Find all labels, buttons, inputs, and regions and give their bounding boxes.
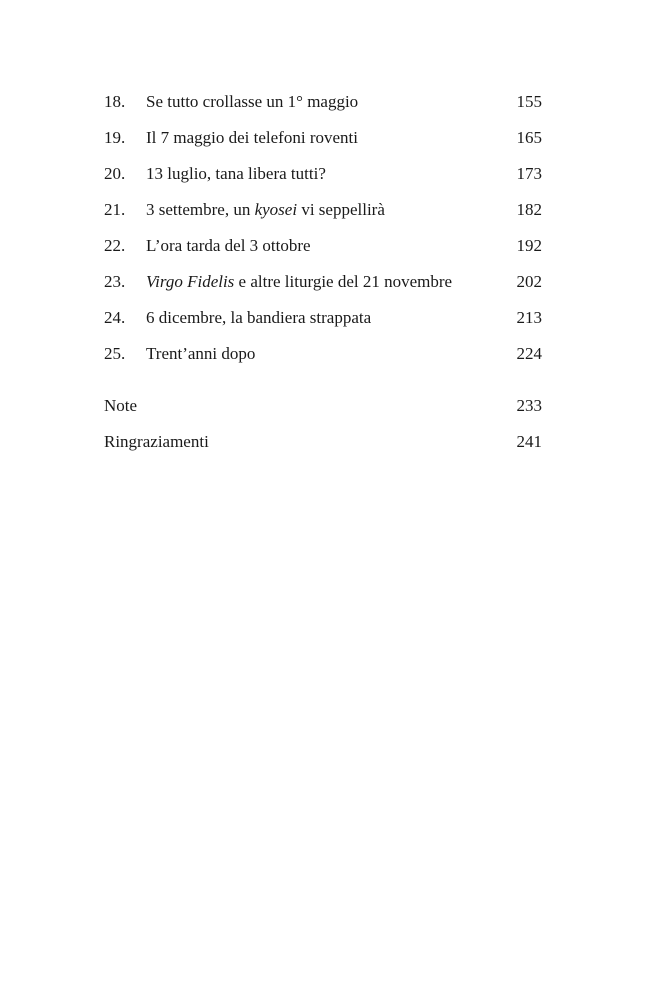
page-number: 202: [516, 272, 542, 291]
chapter-title: 6 dicembre, la bandiera strappata: [146, 308, 372, 327]
page-number: 224: [516, 344, 542, 363]
chapter-title: 3 settembre, un kyosei vi seppellirà: [146, 200, 385, 219]
toc-entry: [104, 342, 544, 378]
chapter-number: 19.: [104, 128, 126, 147]
chapter-number: 23.: [104, 272, 126, 291]
toc-entry-acknowledgements: [104, 430, 544, 466]
chapter-title: Trent’anni dopo: [146, 344, 256, 363]
toc-entry: [104, 306, 544, 342]
toc-entry-notes: [104, 394, 544, 430]
chapter-title: Se tutto crollasse un 1° maggio: [146, 92, 359, 111]
page-number: 213: [516, 308, 542, 327]
chapter-number: 25.: [104, 344, 126, 363]
chapter-number: 18.: [104, 92, 126, 111]
chapter-number: 21.: [104, 200, 126, 219]
toc-entry: [104, 198, 544, 234]
toc-entry: [104, 90, 544, 126]
back-matter-title: Note: [104, 396, 138, 415]
page-number: 182: [516, 200, 542, 219]
toc-entry: [104, 270, 544, 306]
page-number: 241: [516, 432, 542, 451]
chapter-number: 20.: [104, 164, 126, 183]
page-number: 155: [516, 92, 542, 111]
toc-entry: [104, 162, 544, 198]
toc-entry: [104, 126, 544, 162]
chapter-title: 13 luglio, tana libera tutti?: [146, 164, 326, 183]
toc-entry: [104, 234, 544, 270]
page-number: 173: [516, 164, 542, 183]
page-number: 233: [516, 396, 542, 415]
chapter-title: Virgo Fidelis e altre liturgie del 21 novembre: [146, 272, 453, 291]
chapter-title: Il 7 maggio dei telefoni roventi: [146, 128, 358, 147]
section-spacer: [104, 378, 544, 394]
table-of-contents: [104, 90, 544, 466]
chapter-number: 24.: [104, 308, 126, 327]
chapter-number: 22.: [104, 236, 126, 255]
chapter-title: L’ora tarda del 3 ottobre: [146, 236, 311, 255]
page-number: 165: [516, 128, 542, 147]
back-matter-title: Ringraziamenti: [104, 432, 209, 451]
page-number: 192: [516, 236, 542, 255]
